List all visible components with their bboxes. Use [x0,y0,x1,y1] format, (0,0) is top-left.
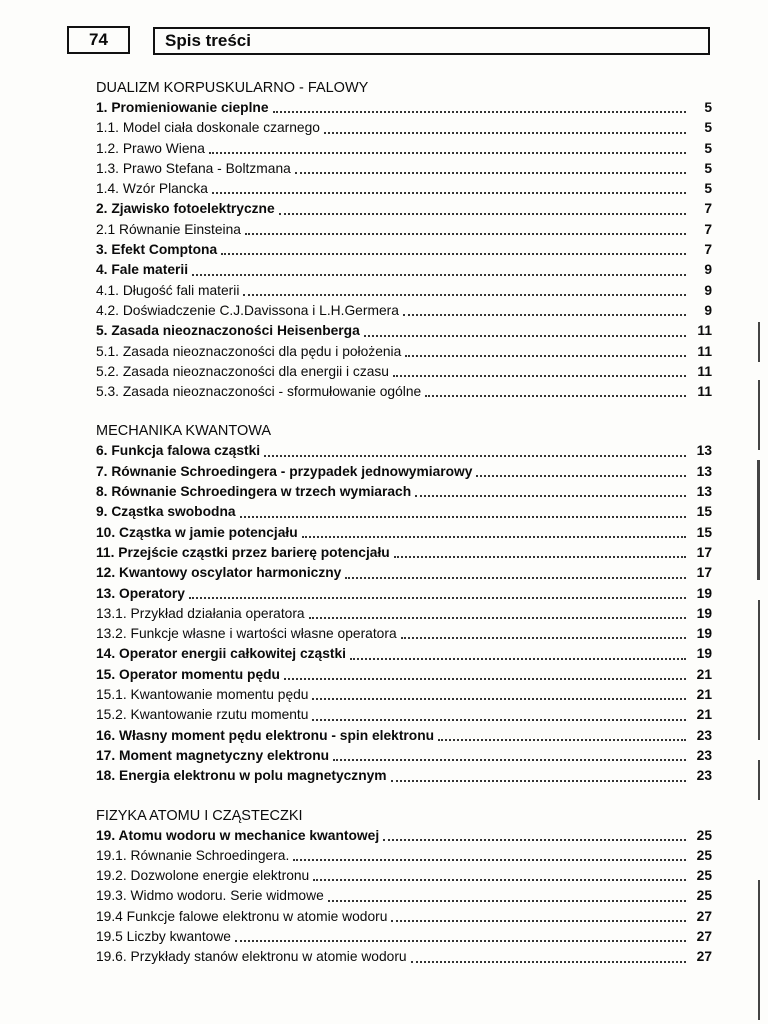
dot-leader [391,780,686,782]
toc-entry-page: 27 [696,949,712,965]
toc-entry [96,866,712,886]
toc-entry [96,886,712,906]
toc-entry-title: 8. Równanie Schroedingera w trzech wymiarach [96,484,412,500]
toc-entry [96,382,712,402]
toc-entry-title: 10. Cząstka w jamie potencjału [96,524,298,540]
dot-leader [403,314,686,316]
dot-leader [209,152,686,154]
toc-entry-page: 9 [704,302,712,318]
toc-entry-page: 17 [696,565,712,581]
toc-entry-title: 5.2. Zasada nieoznaczoności dla energii i czasu [96,363,389,379]
toc-entry-page: 27 [696,928,712,944]
toc-entry [96,362,712,382]
toc-entry [96,482,712,502]
toc-entry-page: 19 [696,626,712,642]
toc-entry-page: 23 [696,727,712,743]
dot-leader [302,536,686,538]
toc-entry-page: 21 [696,687,712,703]
page-number-box [67,26,130,54]
toc-entry-page: 13 [696,484,712,500]
toc-entry-page: 5 [704,160,712,176]
dot-leader [324,132,686,134]
dot-leader [264,455,686,457]
dot-leader [313,879,686,881]
toc-entry-page: 11 [697,323,712,339]
toc-entry [96,441,712,461]
dot-leader [243,294,686,296]
dot-leader [405,355,686,357]
toc-entry-page: 5 [704,120,712,136]
dot-leader [189,597,686,599]
toc-entry-title: 13.1. Przykład działania operatora [96,605,305,621]
toc-entry-title: 19.4 Funkcje falowe elektronu w atomie wodoru [96,908,388,924]
toc-entry [96,98,712,118]
toc-entry [96,321,712,341]
toc-entry-page: 19 [696,646,712,662]
toc-entry-title: 13. Operatory [96,585,185,601]
toc-entry [96,523,712,543]
dot-leader [245,233,686,235]
toc-entry-title: 14. Operator energii całkowitej cząstki [96,646,346,662]
dot-leader [235,940,686,942]
toc-entry [96,199,712,219]
toc-entry-page: 23 [696,747,712,763]
toc-entry-title: 19.2. Dozwolone energie elektronu [96,868,310,884]
toc-entry-title: 15.1. Kwantowanie momentu pędu [96,687,309,703]
toc-entry-page: 19 [696,585,712,601]
toc-entry-title: 18. Energia elektronu w polu magnetycznym [96,768,387,784]
section-heading: FIZYKA ATOMU I CZĄSTECZKI [96,807,303,824]
toc-entry [96,240,712,260]
toc-entry-page: 21 [696,666,712,682]
dot-leader [345,577,686,579]
toc-entry-title: 1.4. Wzór Plancka [96,181,208,197]
toc-entry-page: 15 [696,524,712,540]
toc-entry-page: 17 [696,544,712,560]
dot-leader [401,637,686,639]
toc-entry-title: 4.2. Doświadczenie C.J.Davissona i L.H.Germera [96,302,399,318]
section-heading: DUALIZM KORPUSKULARNO - FALOWY [96,80,369,96]
toc-entry-title: 17. Moment magnetyczny elektronu [96,747,330,763]
dot-leader [273,111,686,113]
toc-entry-title: 19.5 Liczby kwantowe [96,928,231,944]
toc-entry-title: 1.3. Prawo Stefana - Boltzmana [96,160,291,176]
toc-entry [96,644,712,664]
scan-margin-mark [757,460,760,580]
toc-entry [96,947,712,967]
dot-leader [333,759,686,761]
dot-leader [364,335,686,337]
scan-margin-mark [758,880,760,1020]
toc-section [96,421,712,786]
dot-leader [383,839,686,841]
toc-entry-title: 19.1. Równanie Schroedingera. [96,847,290,863]
toc-entry-title: 11. Przejście cząstki przez barierę potencjału [96,544,390,560]
toc-entry [96,220,712,240]
toc-entry-title: 12. Kwantowy oscylator harmoniczny [96,565,342,581]
toc-entry-title: 19. Atomu wodoru w mechanice kwantowej [96,827,380,843]
toc-entry-title: 19.3. Widmo wodoru. Serie widmowe [96,888,324,904]
toc-entry [96,139,712,159]
toc-entry-page: 25 [696,868,712,884]
toc-entry-page: 11 [697,384,712,400]
toc-entry-page: 7 [704,201,712,217]
dot-leader [221,253,686,255]
toc-entry [96,281,712,301]
scan-margin-mark [758,760,760,800]
toc-entry [96,543,712,563]
toc-entry-page: 9 [704,282,712,298]
dot-leader [411,961,686,963]
dot-leader [425,395,686,397]
toc-entry-page: 5 [704,181,712,197]
page-title-box [153,27,710,55]
toc-entry-title: 1. Promieniowanie cieplne [96,100,269,115]
toc-entry-title: 13.2. Funkcje własne i wartości własne operatora [96,626,397,642]
toc-entry [96,563,712,583]
toc-entry [96,179,712,199]
toc-entry [96,260,712,280]
toc-entry-page: 11 [697,343,712,359]
toc-entry-page: 13 [696,463,712,479]
dot-leader [393,375,686,377]
toc-entry-page: 25 [696,888,712,904]
toc-entry [96,846,712,866]
dot-leader [415,495,686,497]
scan-margin-mark [758,322,760,362]
toc-entry [96,746,712,766]
toc-entry-page: 9 [704,262,712,278]
toc-entry-title: 19.6. Przykłady stanów elektronu w atomie wodoru [96,949,407,965]
page-title: Spis treści [165,31,251,50]
toc-entry-page: 7 [704,242,712,258]
dot-leader [309,617,686,619]
toc-entry [96,604,712,624]
toc-entry-title: 3. Efekt Comptona [96,242,218,258]
toc-entry-title: 2.1 Równanie Einsteina [96,221,241,237]
toc-entry-page: 19 [696,605,712,621]
toc-entry-page: 15 [696,504,712,520]
dot-leader [476,475,686,477]
toc-entry [96,766,712,786]
toc-entry-title: 9. Cząstka swobodna [96,504,236,520]
toc-entry [96,118,712,138]
toc-section [96,78,712,402]
dot-leader [328,900,686,902]
toc-entry-page: 27 [696,908,712,924]
toc-entry [96,685,712,705]
toc-entry [96,705,712,725]
toc-entry-title: 5. Zasada nieoznaczoności Heisenberga [96,323,360,339]
toc-entry [96,826,712,846]
toc-entry [96,502,712,522]
toc-entry-page: 21 [696,707,712,723]
dot-leader [438,739,686,741]
toc-entry [96,624,712,644]
dot-leader [394,556,686,558]
dot-leader [312,719,686,721]
toc-entry [96,301,712,321]
toc-entry-title: 1.2. Prawo Wiena [96,140,205,156]
toc-entry-page: 23 [696,768,712,784]
toc-entry-title: 15. Operator momentu pędu [96,666,280,682]
toc-entry-title: 6. Funkcja falowa cząstki [96,443,261,459]
toc-entry [96,342,712,362]
toc-entry-title: 7. Równanie Schroedingera - przypadek jednowymiarowy [96,463,473,479]
toc-entry [96,665,712,685]
dot-leader [212,192,686,194]
toc-entry [96,726,712,746]
toc-entry [96,159,712,179]
dot-leader [350,658,686,660]
toc-entry-page: 7 [704,221,712,237]
scan-margin-mark [758,600,760,740]
toc-entry-title: 15.2. Kwantowanie rzutu momentu [96,707,309,723]
scan-margin-mark [758,380,760,450]
toc-entry-page: 5 [704,100,712,115]
toc-entry-title: 5.3. Zasada nieoznaczoności - sformułowanie ogólne [96,384,422,400]
toc-entry-title: 2. Zjawisko fotoelektryczne [96,201,275,217]
dot-leader [240,516,686,518]
toc-entry-page: 25 [696,827,712,843]
dot-leader [192,274,686,276]
dot-leader [279,213,686,215]
dot-leader [293,859,686,861]
toc-entry-page: 11 [697,363,712,379]
page-number: 74 [89,30,108,49]
toc-entry [96,927,712,947]
dot-leader [284,678,686,680]
toc-entry [96,907,712,927]
toc-entry [96,462,712,482]
table-of-contents [96,78,712,987]
toc-entry [96,584,712,604]
toc-entry-page: 5 [704,140,712,156]
section-heading: MECHANIKA KWANTOWA [96,423,272,440]
toc-entry-page: 25 [696,847,712,863]
toc-section [96,806,712,968]
toc-entry-title: 16. Własny moment pędu elektronu - spin elektronu [96,727,435,743]
dot-leader [295,172,686,174]
toc-entry-title: 1.1. Model ciała doskonale czarnego [96,120,320,136]
dot-leader [312,698,686,700]
toc-entry-title: 4. Fale materii [96,262,189,278]
toc-entry-title: 4.1. Długość fali materii [96,282,240,298]
toc-entry-page: 13 [696,443,712,459]
toc-entry-title: 5.1. Zasada nieoznaczoności dla pędu i położenia [96,343,402,359]
dot-leader [391,920,686,922]
